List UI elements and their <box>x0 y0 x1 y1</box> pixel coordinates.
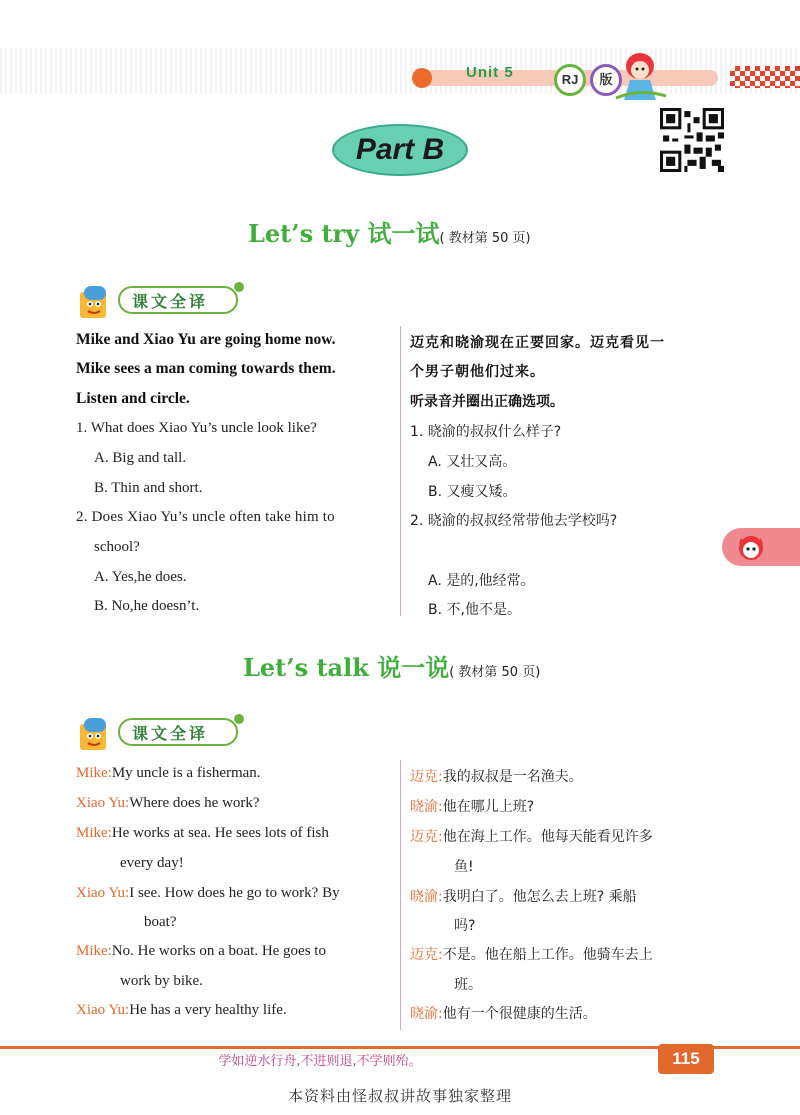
talk-line-en-2 <box>76 795 260 812</box>
try-intro-cn-1: 迈克和晓渝现在正要回家。迈克看见一 <box>410 335 665 351</box>
talk-line-cn-6 <box>410 1003 597 1023</box>
try-q2-cn: 2. 晓渝的叔叔经常带他去学校吗? <box>410 513 618 529</box>
try-section-title <box>248 214 531 249</box>
footer-credit: 本资料由怪叔叔讲故事独家整理 <box>287 1087 512 1105</box>
talk-line-text: 他在哪儿上班? <box>442 799 535 815</box>
talk-line-text: I see. How does he go to work? By <box>129 885 340 901</box>
talk-line-en-3 <box>76 825 329 842</box>
speaker-mike-cn: 迈克: <box>410 829 443 845</box>
talk-line-cn-3 <box>410 826 653 846</box>
talk-line-text: No. He works on a boat. He goes to <box>111 943 326 959</box>
talk-title-ref: ( 教材第 50 页) <box>449 665 541 680</box>
try-q1-b-en: B. Thin and short. <box>94 480 203 496</box>
badge-ban: 版 <box>590 64 622 96</box>
try-q2-b-en: B. No,he doesn’t. <box>94 598 200 614</box>
speaker-xiao-yu: Xiao Yu: <box>76 795 130 811</box>
speaker-mike: Mike: <box>76 825 112 841</box>
try-column-divider <box>400 326 401 616</box>
try-intro-en-1: Mike and Xiao Yu are going home now. <box>76 331 336 348</box>
talk-line-text: He has a very healthy life. <box>129 1002 287 1018</box>
tag-dot-icon <box>234 714 244 724</box>
speaker-xiao-yu: Xiao Yu: <box>76 1002 130 1018</box>
page-number: 115 <box>658 1044 714 1074</box>
talk-column-divider <box>400 760 401 1030</box>
talk-line-en-4 <box>76 885 340 902</box>
try-q1-a-en: A. Big and tall. <box>94 450 187 466</box>
talk-line-en-1 <box>76 765 261 782</box>
book-mascot-icon <box>76 282 116 322</box>
try-q2-a-cn: A. 是的,他经常。 <box>428 573 535 589</box>
try-q2-cont-en: school? <box>94 539 140 555</box>
talk-line-en-5-cont: work by bike. <box>120 973 203 989</box>
talk-line-cn-2 <box>410 796 534 816</box>
talk-line-en-4-cont: boat? <box>144 914 177 930</box>
try-intro-cn-3: 听录音并圈出正确选项。 <box>410 394 564 410</box>
speaker-mike: Mike: <box>76 765 112 781</box>
footer-motto: 学如逆水行舟,不进则退,不学则殆。 <box>218 1054 422 1069</box>
talk-tag-label: 课文全译 <box>118 718 238 746</box>
try-title-en: Let’s try <box>248 219 360 248</box>
speaker-mike-cn: 迈克: <box>410 947 443 963</box>
talk-line-cn-4-cont: 吗? <box>454 918 476 934</box>
talk-line-cn-5-cont: 班。 <box>454 977 482 993</box>
speaker-xiao-yu-cn: 晓渝: <box>410 889 443 905</box>
talk-line-text: Where does he work? <box>129 795 260 811</box>
side-tab <box>722 528 800 566</box>
talk-line-text: 我明白了。他怎么去上班? 乘船 <box>442 889 637 905</box>
talk-line-text: He works at sea. He sees lots of fish <box>111 825 329 841</box>
fox-mascot-icon <box>736 532 766 562</box>
speaker-mike: Mike: <box>76 943 112 959</box>
talk-section-title <box>243 648 540 683</box>
cartoon-girl-icon <box>610 48 668 104</box>
speaker-xiao-yu: Xiao Yu: <box>76 885 130 901</box>
try-q1-cn: 1. 晓渝的叔叔什么样子? <box>410 424 562 440</box>
speaker-xiao-yu-cn: 晓渝: <box>410 799 443 815</box>
try-intro-en-2: Mike sees a man coming towards them. <box>76 360 336 377</box>
unit-dot-icon <box>412 68 432 88</box>
tag-dot-icon <box>234 282 244 292</box>
talk-line-en-6 <box>76 1002 287 1019</box>
talk-translation-tag <box>76 714 251 750</box>
talk-title-cn: 说一说 <box>377 653 450 682</box>
try-intro-cn-2: 个男子朝他们过来。 <box>410 364 545 380</box>
try-q1-en: 1. What does Xiao Yu’s uncle look like? <box>76 420 317 436</box>
try-q2-b-cn: B. 不,他不是。 <box>428 602 521 618</box>
try-tag-label: 课文全译 <box>118 286 238 314</box>
try-q1-b-cn: B. 又瘦又矮。 <box>428 484 517 500</box>
talk-line-cn-5 <box>410 944 653 964</box>
try-title-ref: ( 教材第 50 页) <box>439 231 531 246</box>
talk-line-cn-3-cont: 鱼! <box>454 859 474 875</box>
try-translation-tag <box>76 282 251 318</box>
try-q1-a-cn: A. 又壮又高。 <box>428 454 517 470</box>
try-q2-a-en: A. Yes,he does. <box>94 569 187 585</box>
talk-line-cn-1 <box>410 766 583 786</box>
part-title: Part B <box>332 124 468 176</box>
talk-line-text: My uncle is a fisherman. <box>111 765 261 781</box>
try-intro-en-3: Listen and circle. <box>76 390 190 407</box>
talk-line-text: 我的叔叔是一名渔夫。 <box>442 769 583 785</box>
talk-line-text: 他有一个很健康的生活。 <box>442 1006 597 1022</box>
speaker-mike-cn: 迈克: <box>410 769 443 785</box>
qr-code-icon[interactable] <box>660 108 724 172</box>
talk-line-en-3-cont: every day! <box>120 855 184 871</box>
badge-rj: RJ <box>554 64 586 96</box>
talk-line-text: 不是。他在船上工作。他骑车去上 <box>442 947 653 963</box>
try-q2-en: 2. Does Xiao Yu’s uncle often take him to <box>76 509 335 525</box>
try-title-cn: 试一试 <box>367 219 440 248</box>
talk-line-text: 他在海上工作。他每天能看见许多 <box>442 829 653 845</box>
book-mascot-icon <box>76 714 116 754</box>
talk-line-cn-4 <box>410 886 637 906</box>
talk-title-en: Let’s talk <box>243 653 369 682</box>
unit-label: Unit 5 <box>466 64 514 81</box>
talk-line-en-5 <box>76 943 326 960</box>
speaker-xiao-yu-cn: 晓渝: <box>410 1006 443 1022</box>
checker-pattern <box>730 66 800 88</box>
